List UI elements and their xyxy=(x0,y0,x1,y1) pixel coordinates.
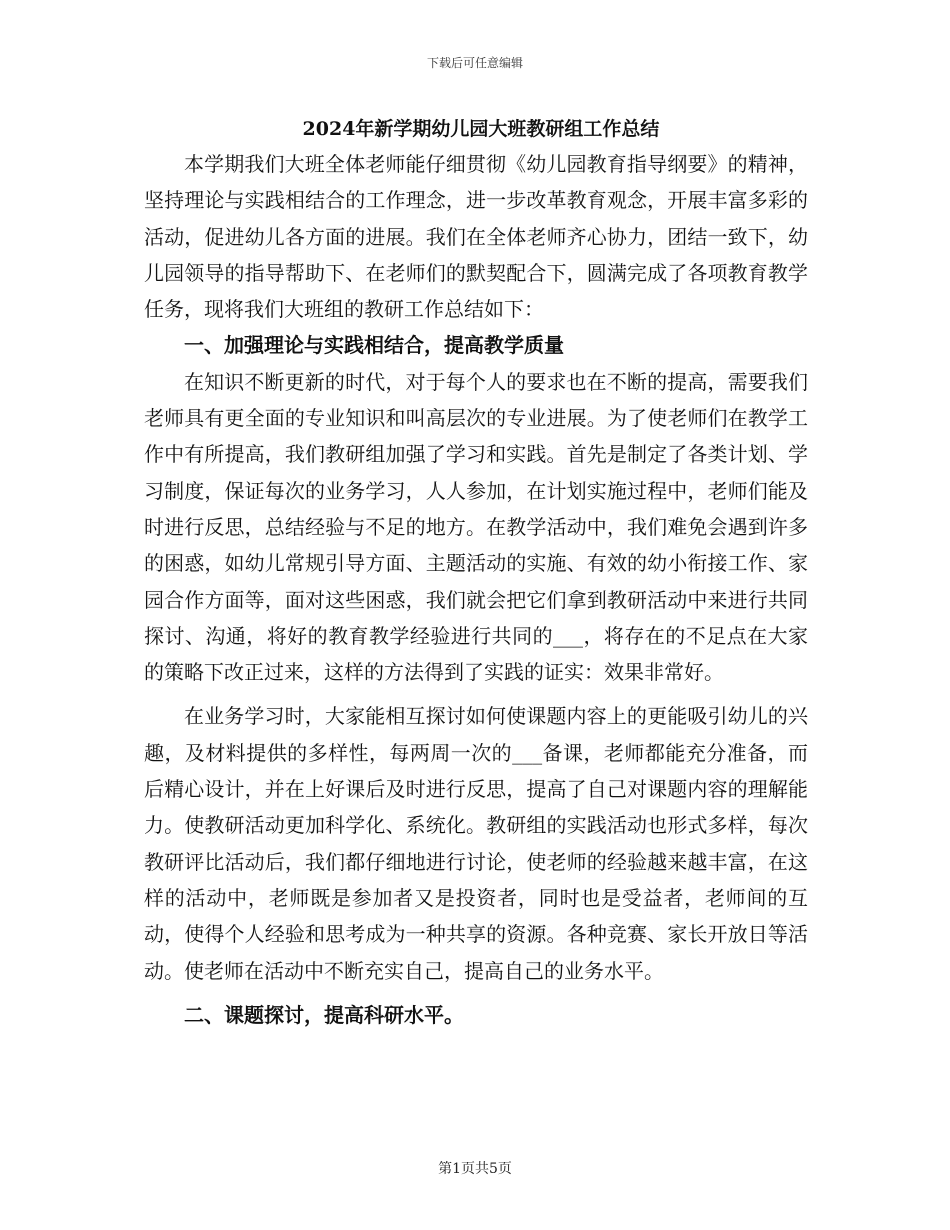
intro-paragraph: 本学期我们大班全体老师能仔细贯彻《幼儿园教育指导纲要》的精神，坚持理论与实践相结合的工作理念，进一步改革教育观念，开展丰富多彩的活动，促进幼儿各方面的进展。我们在全体老师齐心协力，团结一致下，幼儿园领导的指导帮助下、在老师们的默契配合下，圆满完成了各项教育教学任务，现将我们大班组的教研工作总结如下： xyxy=(144,152,808,322)
document-title: 2024年新学期幼儿园大班教研组工作总结 xyxy=(302,118,660,140)
page-number-footer: 第1页共5页 xyxy=(438,1161,512,1177)
header-note: 下载后可任意编辑 xyxy=(426,56,523,70)
section-1-paragraph-1: 在知识不断更新的时代，对于每个人的要求也在不断的提高，需要我们老师具有更全面的专业知识和叫高层次的专业进展。为了使老师们在教学工作中有所提高，我们教研组加强了学习和实践。首先是制定了各类计划、学习制度，保证每次的业务学习，人人参加，在计划实施过程中，老师们能及时进行反思，总结经验与不足的地方。在教学活动中，我们难免会遇到许多的困惑，如幼儿常规引导方面、主题活动的实施、有效的幼小衔接工作、家园合作方面等，面对这些困惑，我们就会把它们拿到教研活动中来进行共同探讨、沟通，将好的教育教学经验进行共同的___，将存在的不足点在大家的策略下改正过来，这样的方法得到了实践的证实：效果非常好。 xyxy=(144,369,808,685)
document-body xyxy=(144,112,808,1033)
paragraph-spacer xyxy=(144,989,808,997)
paragraph-spacer xyxy=(144,690,808,698)
section-2-heading: 二、课题探讨，提高科研水平。 xyxy=(184,1002,464,1027)
section-1-heading: 一、加强理论与实践相结合，提高教学质量 xyxy=(184,333,564,358)
section-1-paragraph-2: 在业务学习时，大家能相互探讨如何使课题内容上的更能吸引幼儿的兴趣，及材料提供的多样性，每两周一次的___备课，老师都能充分准备，而后精心设计，并在上好课后及时进行反思，提高了自己对课题内容的理解能力。使教研活动更加科学化、系统化。教研组的实践活动也形式多样，每次教研评比活动后，我们都仔细地进行讨论，使老师的经验越来越丰富，在这样的活动中，老师既是参加者又是投资者，同时也是受益者，老师间的互动，使得个人经验和思考成为一种共享的资源。各种竞赛、家长开放日等活动。使老师在活动中不断充实自己，提高自己的业务水平。 xyxy=(144,704,808,983)
